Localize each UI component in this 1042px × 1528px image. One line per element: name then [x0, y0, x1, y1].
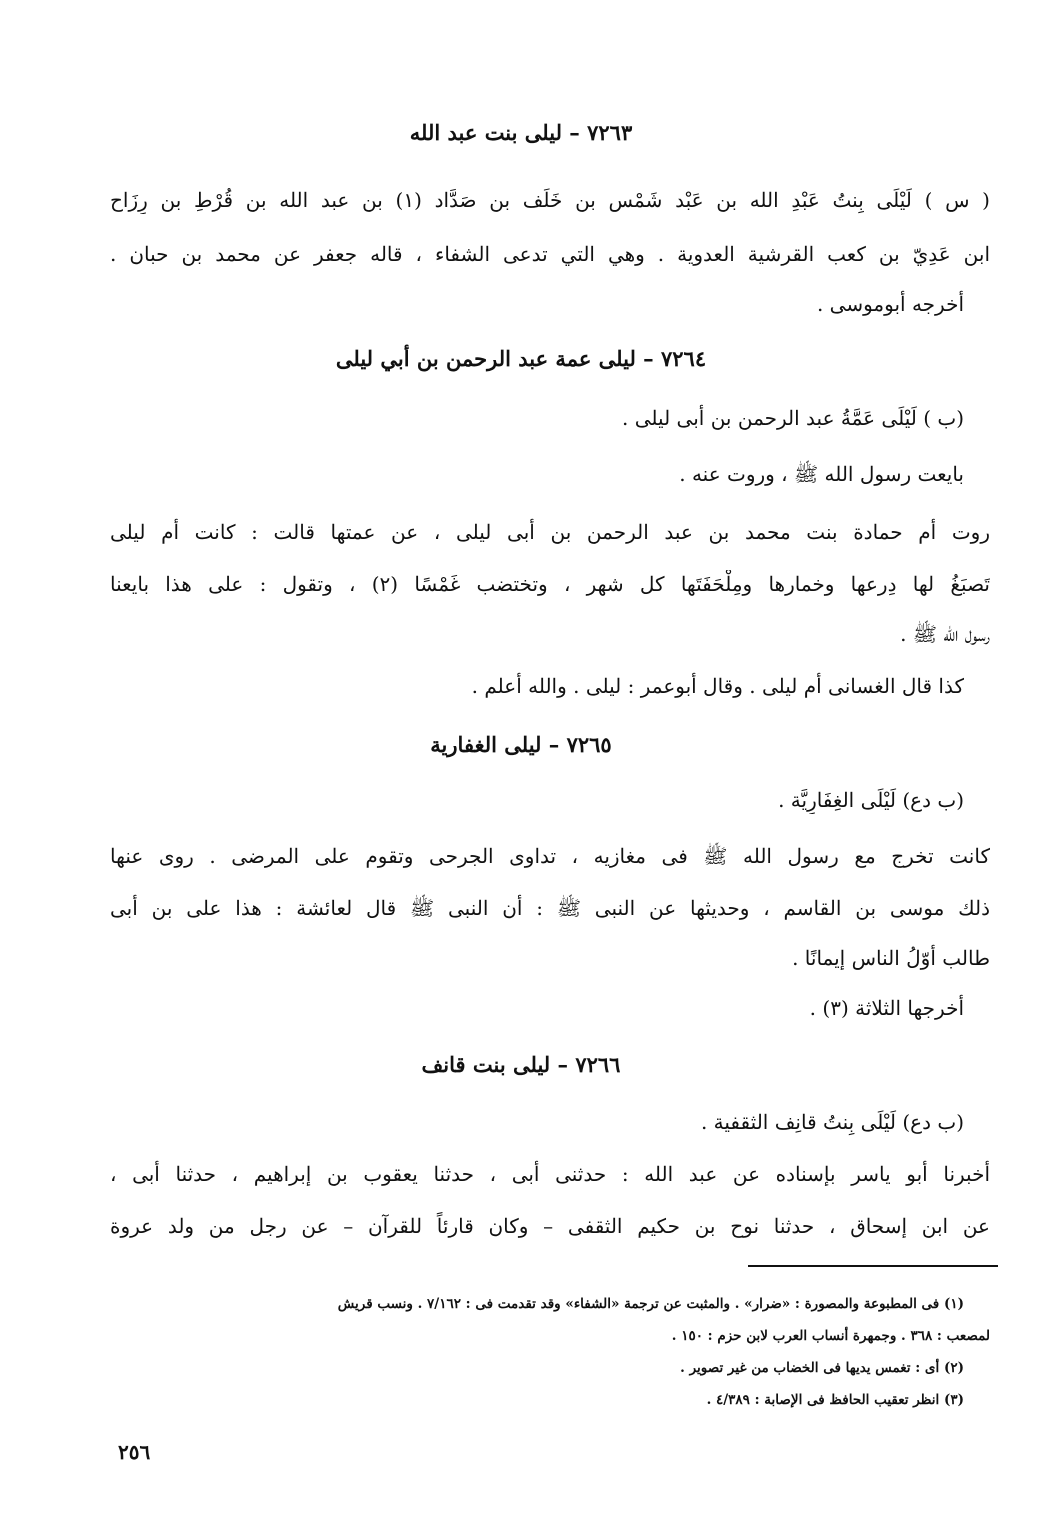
page-number: ٢٥٦ — [118, 1440, 151, 1464]
text-line: أخرجه أبوموسى . — [816, 292, 964, 316]
footnote-line: لمصعب : ٣٦٨ . وجمهرة أنساب العرب لابن حزم : ١٥٠ . — [671, 1328, 990, 1344]
entry-heading: ٧٢٦٤ – ليلى عمة عبد الرحمن بن أبي ليلى — [335, 346, 707, 371]
text-line: أخبرنا أبو ياسر بإسناده عن عبد الله : حدثنى أبى ، حدثنا يعقوب بن إبراهيم ، حدثنا أبى ، — [110, 1162, 990, 1186]
text-line: رسول الله ﷺ . — [900, 622, 990, 646]
text-line: عن ابن إسحاق ، حدثنا نوح بن حكيم الثقفى – وكان قارئاً للقرآن – عن رجل من ولد عروة — [110, 1214, 990, 1238]
footnote-rule — [748, 1265, 998, 1267]
entry-heading: ٧٢٦٣ – ليلى بنت عبد الله — [409, 120, 633, 145]
text-line: كانت تخرج مع رسول الله ﷺ فى مغازيه ، تداوى الجرحى وتقوم على المرضى . روى عنها — [110, 844, 990, 868]
footnote-line: (٣) انظر تعقيب الحافظ فى الإصابة : ٤/٣٨٩ . — [706, 1392, 964, 1408]
footnote-line: (٢) أى : تغمس يديها فى الخضاب من غير تصوير . — [680, 1360, 964, 1376]
text-line: (ب دع) لَيْلَى الغِفَارِيَّة . — [778, 788, 964, 812]
text-line: ذلك موسى بن القاسم ، وحديثها عن النبى ﷺ : أن النبى ﷺ قال لعائشة : هذا على بن أبى — [110, 896, 990, 920]
text-line: ابن عَدِيّ بن كعب القرشية العدوية . وهي التي تدعى الشفاء ، قاله جعفر عن محمد بن حبان . — [110, 242, 990, 266]
text-line: تَصبَغُ لها دِرعها وخمارها ومِلْحَفَتَها كل شهر ، وتختضب غَمْسًا (٢) ، وتقول : على هذا بايعنا — [110, 572, 990, 596]
text-line: أخرجها الثلاثة (٣) . — [809, 996, 964, 1020]
text-line: ( س ) لَيْلَى بِنتُ عَبْدِ الله بن عَبْد شَمْس بن خَلَف بن صَدَّاد (١) بن عبد الله بن قُرْطِ بن رِزَاح — [110, 188, 990, 212]
entry-heading: ٧٢٦٥ – ليلى الغفارية — [430, 732, 612, 757]
text-line: روت أم حمادة بنت محمد بن عبد الرحمن بن أبى ليلى ، عن عمتها قالت : كانت أم ليلى — [110, 520, 990, 544]
entry-heading: ٧٢٦٦ – ليلى بنت قانف — [421, 1052, 621, 1077]
text-line: كذا قال الغسانى أم ليلى . وقال أبوعمر : ليلى . والله أعلم . — [471, 674, 964, 698]
text-line: (ب دع) لَيْلَى بِنتُ قانِف الثقفية . — [700, 1110, 964, 1134]
text-line: طالب أوّلُ الناس إيمانًا . — [792, 946, 990, 970]
text-line: بايعت رسول الله ﷺ ، وروت عنه . — [679, 462, 964, 486]
text-line: (ب ) لَيْلَى عَمَّةُ عبد الرحمن بن أبى ليلى . — [622, 406, 964, 430]
footnote-line: (١) فى المطبوعة والمصورة : «ضرار» . والمثبت عن ترجمة «الشفاء» وقد تقدمت فى : ٧/١٦٢ . ونسب قريش — [337, 1296, 964, 1312]
